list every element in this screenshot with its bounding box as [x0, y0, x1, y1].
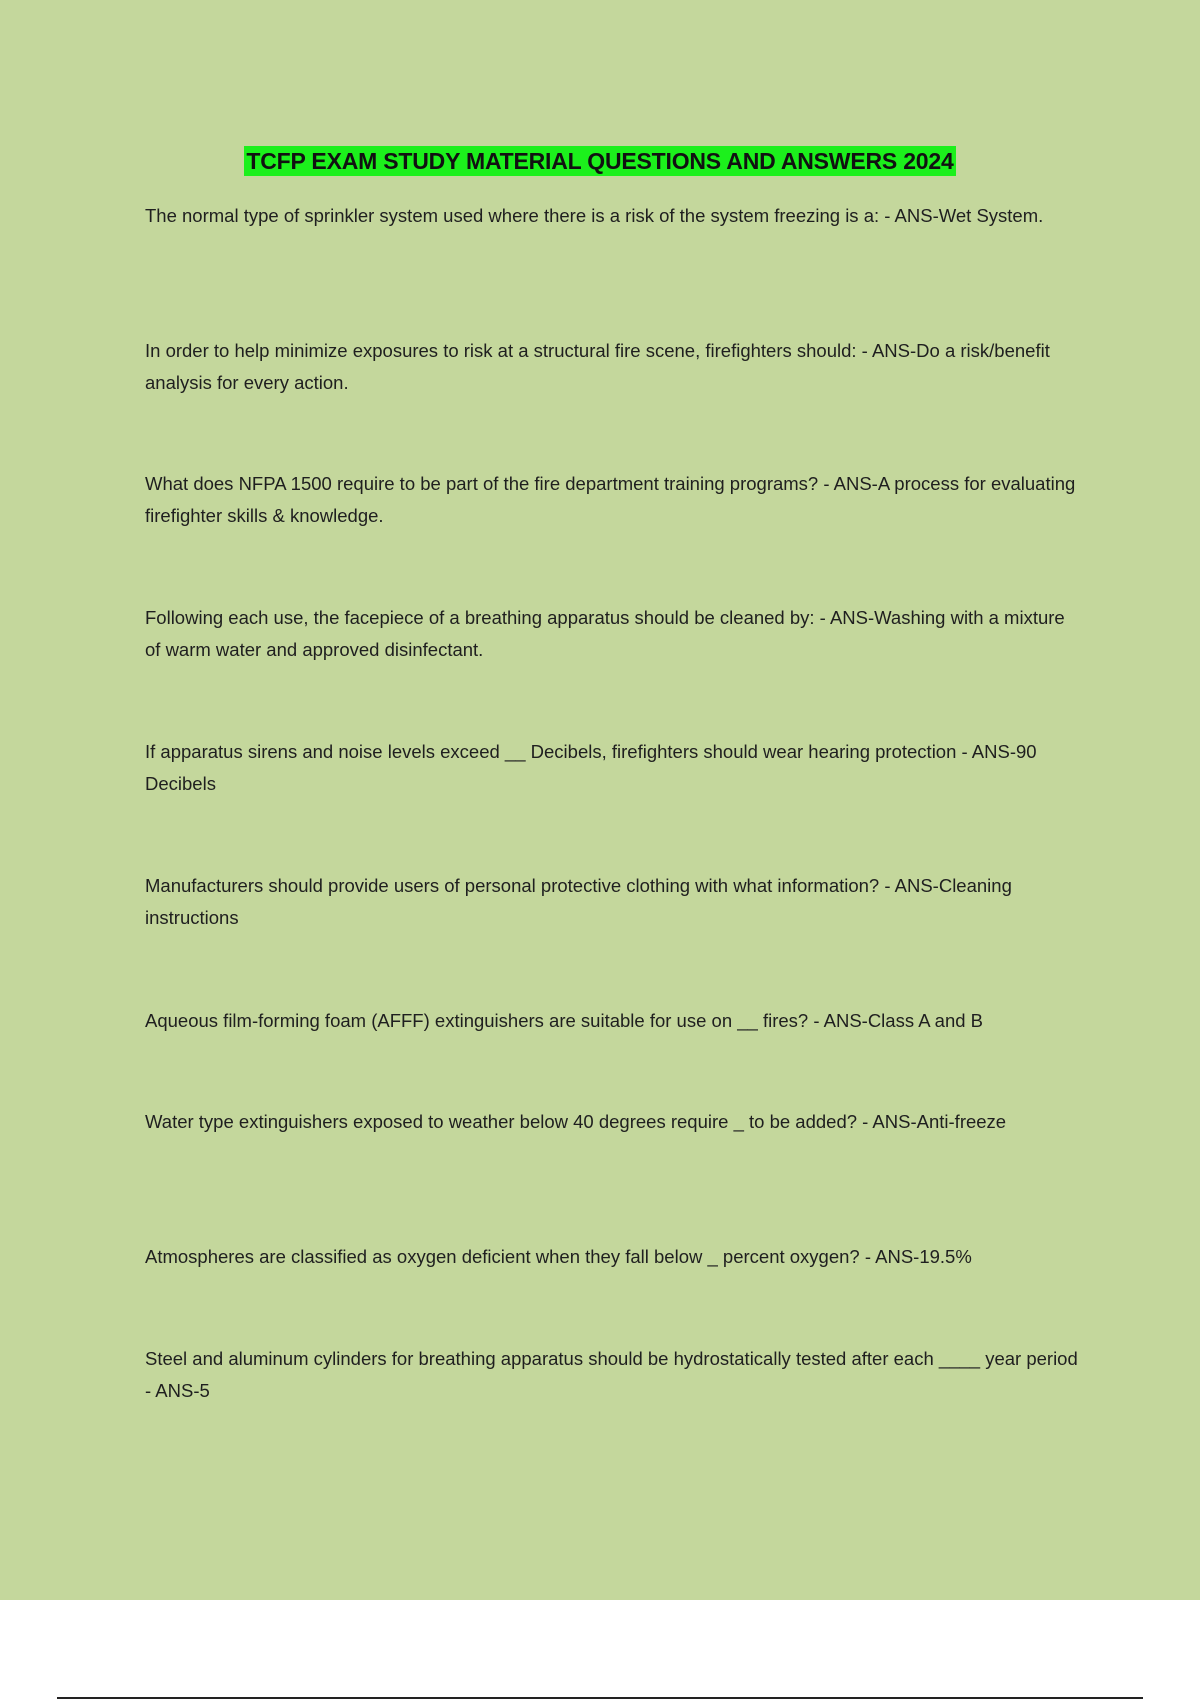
qa-item-10: Steel and aluminum cylinders for breathing apparatus should be hydrostatically tested after each ____ year period - ANS-5: [145, 1348, 1078, 1401]
qa-item-3: What does NFPA 1500 require to be part of the fire department training programs? - ANS-A process for evaluating firefighter skills & knowledge.: [145, 473, 1076, 526]
qa-item-2: In order to help minimize exposures to risk at a structural fire scene, firefighters should: - ANS-Do a risk/benefit analysis for every action.: [145, 340, 1050, 393]
qa-item-6: Manufacturers should provide users of personal protective clothing with what information? - ANS-Cleaning instructions: [145, 875, 1012, 928]
qa-item-9: Atmospheres are classified as oxygen deficient when they fall below _ percent oxygen? - ANS-19.5%: [145, 1246, 972, 1267]
qa-item-5: If apparatus sirens and noise levels exceed __ Decibels, firefighters should wear hearing protection - ANS-90 Decibels: [145, 741, 1037, 794]
qa-item-1: The normal type of sprinkler system used where there is a risk of the system freezing is a: - ANS-Wet System.: [145, 205, 1044, 226]
document-title: TCFP EXAM STUDY MATERIAL QUESTIONS AND ANSWERS 2024: [246, 148, 954, 174]
qa-item-8: Water type extinguishers exposed to weather below 40 degrees require _ to be added? - ANS-Anti-freeze: [145, 1111, 1007, 1132]
footer-rule: [57, 1697, 1143, 1699]
title-container: [0, 146, 1200, 176]
qa-item-7: Aqueous film-forming foam (AFFF) extinguishers are suitable for use on __ fires? - ANS-Class A and B: [145, 1010, 984, 1031]
qa-item-4: Following each use, the facepiece of a breathing apparatus should be cleaned by: - ANS-Washing with a mixture of warm water and approved disinfectant.: [145, 607, 1065, 660]
